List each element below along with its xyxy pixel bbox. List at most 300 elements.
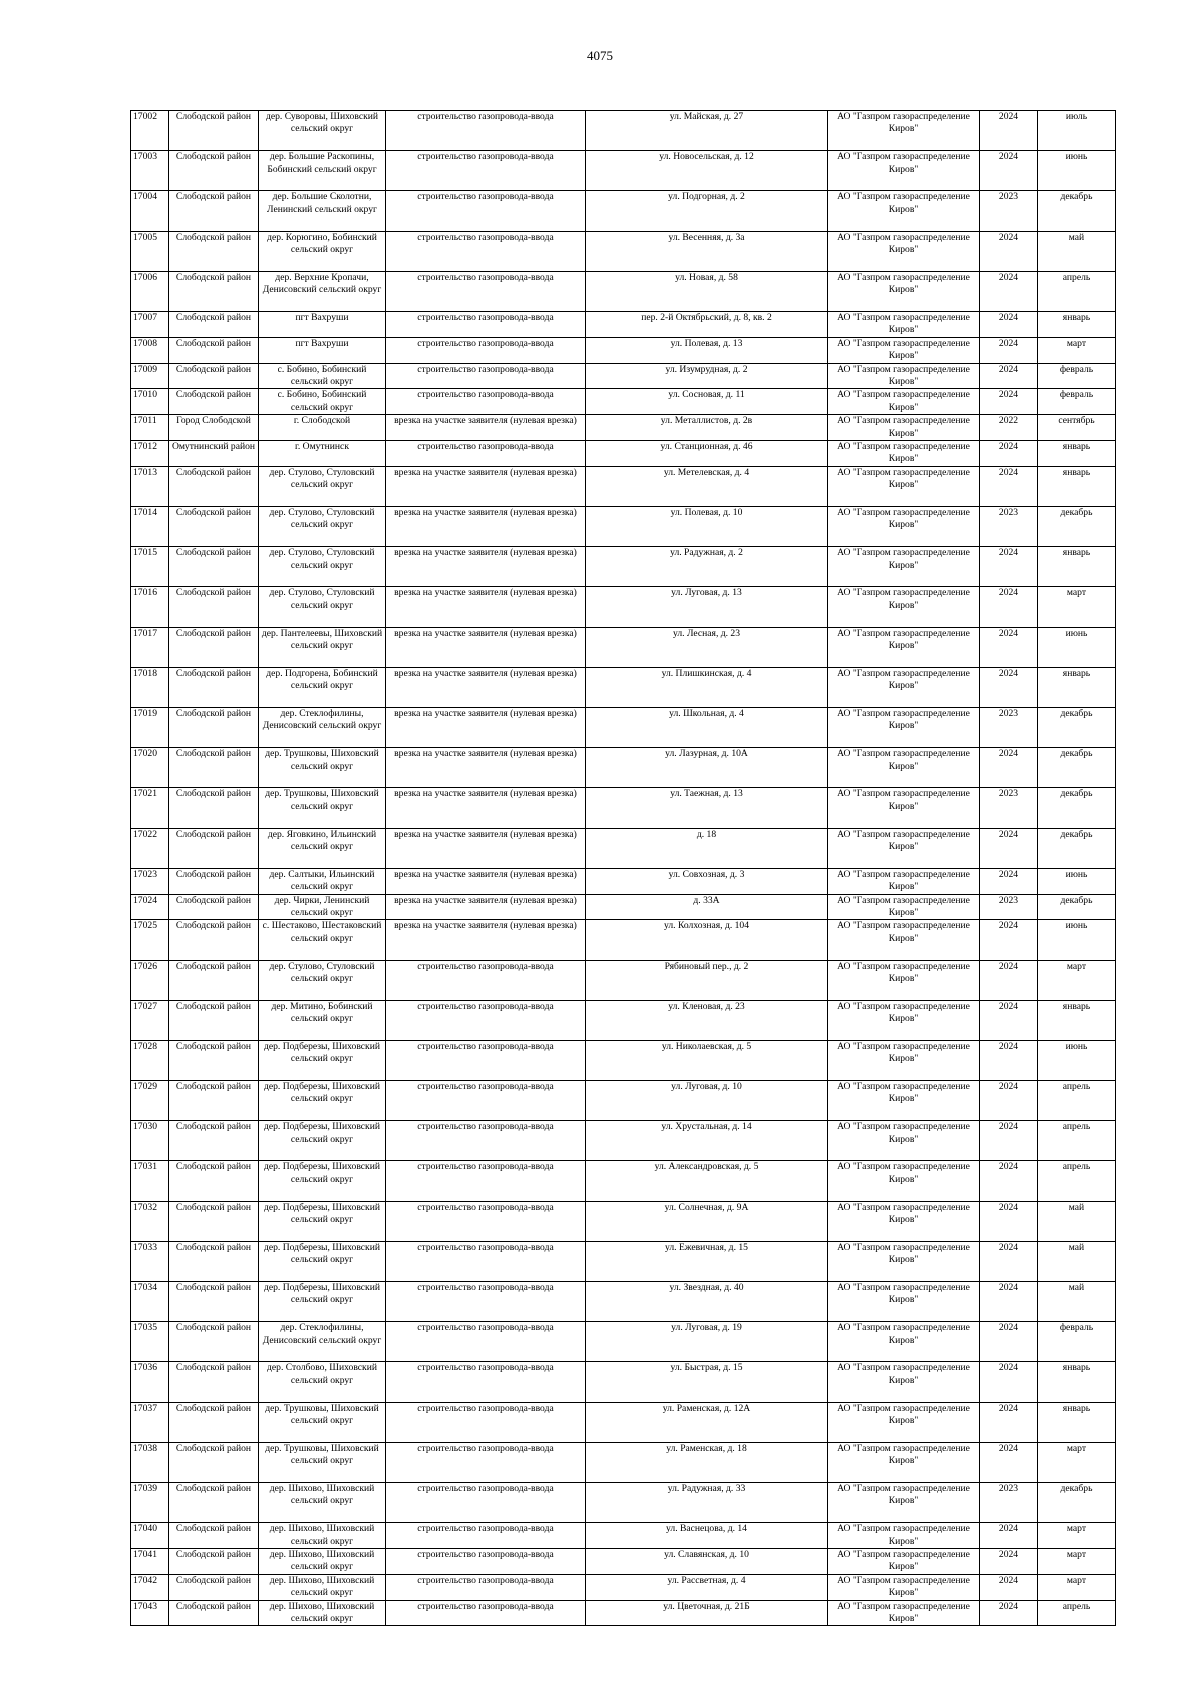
row-organization: АО "Газпром газораспределение Киров" <box>828 311 980 337</box>
row-address: ул. Таежная, д. 13 <box>586 788 828 828</box>
row-organization: АО "Газпром газораспределение Киров" <box>828 1000 980 1040</box>
table-row <box>131 1282 1116 1322</box>
table-row <box>131 1241 1116 1281</box>
row-address: ул. Солнечная, д. 9А <box>586 1201 828 1241</box>
row-id: 17010 <box>131 389 169 415</box>
row-address: ул. Подгорная, д. 2 <box>586 191 828 231</box>
row-locality: дер. Стулово, Стуловский сельский округ <box>259 466 386 506</box>
row-organization: АО "Газпром газораспределение Киров" <box>828 231 980 271</box>
row-month: апрель <box>1038 1081 1116 1121</box>
page-number: 4075 <box>587 48 613 63</box>
table-row <box>131 1081 1116 1121</box>
row-locality: дер. Чирки, Ленинский сельский округ <box>259 894 386 920</box>
row-id: 17040 <box>131 1523 169 1549</box>
table-row <box>131 1040 1116 1080</box>
row-year: 2023 <box>980 1482 1038 1522</box>
row-id: 17007 <box>131 311 169 337</box>
row-address: ул. Радужная, д. 33 <box>586 1482 828 1522</box>
row-locality: дер. Стеклофилины, Денисовский сельский округ <box>259 707 386 747</box>
row-address: ул. Луговая, д. 13 <box>586 587 828 627</box>
row-organization: АО "Газпром газораспределение Киров" <box>828 111 980 151</box>
row-area: Слободской район <box>169 627 259 667</box>
row-id: 17017 <box>131 627 169 667</box>
row-area: Слободской район <box>169 1548 259 1574</box>
row-work-type: строительство газопровода-ввода <box>386 1322 586 1362</box>
row-month: декабрь <box>1038 707 1116 747</box>
row-organization: АО "Газпром газораспределение Киров" <box>828 1121 980 1161</box>
row-year: 2024 <box>980 389 1038 415</box>
table-row <box>131 389 1116 415</box>
row-month: декабрь <box>1038 507 1116 547</box>
row-locality: дер. Шихово, Шиховский сельский округ <box>259 1482 386 1522</box>
row-address: ул. Сосновая, д. 11 <box>586 389 828 415</box>
row-year: 2023 <box>980 507 1038 547</box>
row-work-type: строительство газопровода-ввода <box>386 191 586 231</box>
row-locality: дер. Трушковы, Шиховский сельский округ <box>259 788 386 828</box>
row-id: 17034 <box>131 1282 169 1322</box>
row-area: Слободской район <box>169 363 259 389</box>
row-area: Слободской район <box>169 271 259 311</box>
table-row <box>131 547 1116 587</box>
row-area: Слободской район <box>169 920 259 960</box>
row-work-type: строительство газопровода-ввода <box>386 1600 586 1626</box>
row-year: 2022 <box>980 415 1038 441</box>
row-id: 17035 <box>131 1322 169 1362</box>
row-area: Слободской район <box>169 1600 259 1626</box>
row-locality: дер. Подберезы, Шиховский сельский округ <box>259 1161 386 1201</box>
table-body <box>131 111 1116 1626</box>
row-id: 17015 <box>131 547 169 587</box>
row-locality: дер. Трушковы, Шиховский сельский округ <box>259 1402 386 1442</box>
row-area: Слободской район <box>169 507 259 547</box>
row-organization: АО "Газпром газораспределение Киров" <box>828 1282 980 1322</box>
row-address: ул. Колхозная, д. 104 <box>586 920 828 960</box>
row-area: Слободской район <box>169 828 259 868</box>
row-work-type: строительство газопровода-ввода <box>386 1282 586 1322</box>
table-row <box>131 587 1116 627</box>
row-month: май <box>1038 1201 1116 1241</box>
row-work-type: строительство газопровода-ввода <box>386 337 586 363</box>
row-area: Слободской район <box>169 1121 259 1161</box>
row-work-type: строительство газопровода-ввода <box>386 1548 586 1574</box>
row-organization: АО "Газпром газораспределение Киров" <box>828 1600 980 1626</box>
row-id: 17041 <box>131 1548 169 1574</box>
row-area: Слободской район <box>169 1282 259 1322</box>
row-year: 2024 <box>980 466 1038 506</box>
table-row <box>131 868 1116 894</box>
row-work-type: врезка на участке заявителя (нулевая врезка) <box>386 748 586 788</box>
gas-connection-table <box>130 110 1116 1626</box>
row-locality: дер. Митино, Бобинский сельский округ <box>259 1000 386 1040</box>
row-month: март <box>1038 337 1116 363</box>
row-address: ул. Плишкинская, д. 4 <box>586 667 828 707</box>
row-locality: с. Бобино, Бобинский сельский округ <box>259 389 386 415</box>
row-work-type: врезка на участке заявителя (нулевая врезка) <box>386 894 586 920</box>
row-month: февраль <box>1038 363 1116 389</box>
row-area: Слободской район <box>169 466 259 506</box>
row-work-type: строительство газопровода-ввода <box>386 1241 586 1281</box>
row-organization: АО "Газпром газораспределение Киров" <box>828 788 980 828</box>
row-area: Слободской район <box>169 111 259 151</box>
row-area: Слободской район <box>169 748 259 788</box>
row-address: ул. Рассветная, д. 4 <box>586 1574 828 1600</box>
row-locality: дер. Пантелеевы, Шиховский сельский округ <box>259 627 386 667</box>
row-month: сентябрь <box>1038 415 1116 441</box>
row-organization: АО "Газпром газораспределение Киров" <box>828 707 980 747</box>
row-organization: АО "Газпром газораспределение Киров" <box>828 828 980 868</box>
table-row <box>131 920 1116 960</box>
row-id: 17030 <box>131 1121 169 1161</box>
row-locality: дер. Стулово, Стуловский сельский округ <box>259 507 386 547</box>
row-year: 2024 <box>980 748 1038 788</box>
table-row <box>131 1161 1116 1201</box>
row-organization: АО "Газпром газораспределение Киров" <box>828 1482 980 1522</box>
row-id: 17020 <box>131 748 169 788</box>
row-locality: дер. Шихово, Шиховский сельский округ <box>259 1548 386 1574</box>
table-row <box>131 151 1116 191</box>
row-month: декабрь <box>1038 748 1116 788</box>
row-year: 2024 <box>980 627 1038 667</box>
row-month: январь <box>1038 1362 1116 1402</box>
row-id: 17005 <box>131 231 169 271</box>
row-id: 17002 <box>131 111 169 151</box>
row-locality: дер. Стеклофилины, Денисовский сельский округ <box>259 1322 386 1362</box>
row-id: 17042 <box>131 1574 169 1600</box>
row-organization: АО "Газпром газораспределение Киров" <box>828 1322 980 1362</box>
row-area: Слободской район <box>169 191 259 231</box>
row-area: Слободской район <box>169 1201 259 1241</box>
row-address: ул. Лесная, д. 23 <box>586 627 828 667</box>
row-id: 17024 <box>131 894 169 920</box>
row-address: ул. Радужная, д. 2 <box>586 547 828 587</box>
row-address: ул. Весенняя, д. 3а <box>586 231 828 271</box>
row-locality: пгт Вахруши <box>259 337 386 363</box>
row-locality: дер. Шихово, Шиховский сельский округ <box>259 1523 386 1549</box>
row-work-type: строительство газопровода-ввода <box>386 1362 586 1402</box>
row-month: январь <box>1038 441 1116 467</box>
row-id: 17009 <box>131 363 169 389</box>
row-year: 2023 <box>980 707 1038 747</box>
row-locality: дер. Шихово, Шиховский сельский округ <box>259 1600 386 1626</box>
row-address: ул. Быстрая, д. 15 <box>586 1362 828 1402</box>
table-row <box>131 337 1116 363</box>
row-organization: АО "Газпром газораспределение Киров" <box>828 587 980 627</box>
row-work-type: врезка на участке заявителя (нулевая врезка) <box>386 920 586 960</box>
table-row <box>131 1442 1116 1482</box>
row-address: ул. Звездная, д. 40 <box>586 1282 828 1322</box>
row-address: ул. Метелевская, д. 4 <box>586 466 828 506</box>
row-locality: дер. Шихово, Шиховский сельский округ <box>259 1574 386 1600</box>
table-row <box>131 441 1116 467</box>
table-row <box>131 960 1116 1000</box>
row-year: 2024 <box>980 363 1038 389</box>
row-work-type: строительство газопровода-ввода <box>386 1121 586 1161</box>
row-area: Слободской район <box>169 894 259 920</box>
row-year: 2024 <box>980 868 1038 894</box>
row-address: ул. Кленовая, д. 23 <box>586 1000 828 1040</box>
row-address: ул. Раменская, д. 12А <box>586 1402 828 1442</box>
row-work-type: строительство газопровода-ввода <box>386 151 586 191</box>
row-id: 17003 <box>131 151 169 191</box>
row-month: январь <box>1038 1000 1116 1040</box>
row-month: январь <box>1038 547 1116 587</box>
row-id: 17004 <box>131 191 169 231</box>
row-area: Слободской район <box>169 1241 259 1281</box>
row-organization: АО "Газпром газораспределение Киров" <box>828 920 980 960</box>
row-id: 17038 <box>131 1442 169 1482</box>
row-year: 2024 <box>980 828 1038 868</box>
row-work-type: строительство газопровода-ввода <box>386 960 586 1000</box>
row-locality: дер. Подберезы, Шиховский сельский округ <box>259 1121 386 1161</box>
row-area: Слободской район <box>169 337 259 363</box>
table-row <box>131 828 1116 868</box>
row-year: 2024 <box>980 1442 1038 1482</box>
row-area: Слободской район <box>169 868 259 894</box>
row-work-type: врезка на участке заявителя (нулевая врезка) <box>386 788 586 828</box>
row-address: ул. Раменская, д. 18 <box>586 1442 828 1482</box>
row-year: 2024 <box>980 667 1038 707</box>
row-id: 17027 <box>131 1000 169 1040</box>
row-organization: АО "Газпром газораспределение Киров" <box>828 1241 980 1281</box>
table-row <box>131 231 1116 271</box>
row-month: июнь <box>1038 627 1116 667</box>
row-work-type: врезка на участке заявителя (нулевая врезка) <box>386 707 586 747</box>
row-year: 2024 <box>980 920 1038 960</box>
row-year: 2023 <box>980 191 1038 231</box>
row-organization: АО "Газпром газораспределение Киров" <box>828 1442 980 1482</box>
row-id: 17025 <box>131 920 169 960</box>
row-locality: дер. Трушковы, Шиховский сельский округ <box>259 748 386 788</box>
row-id: 17039 <box>131 1482 169 1522</box>
row-locality: дер. Стулово, Стуловский сельский округ <box>259 547 386 587</box>
row-work-type: врезка на участке заявителя (нулевая врезка) <box>386 547 586 587</box>
row-address: ул. Александровская, д. 5 <box>586 1161 828 1201</box>
row-organization: АО "Газпром газораспределение Киров" <box>828 1523 980 1549</box>
row-month: июнь <box>1038 920 1116 960</box>
table-row <box>131 1402 1116 1442</box>
row-area: Слободской район <box>169 667 259 707</box>
row-organization: АО "Газпром газораспределение Киров" <box>828 151 980 191</box>
row-locality: дер. Подберезы, Шиховский сельский округ <box>259 1081 386 1121</box>
row-year: 2024 <box>980 271 1038 311</box>
row-organization: АО "Газпром газораспределение Киров" <box>828 363 980 389</box>
row-address: пер. 2-й Октябрьский, д. 8, кв. 2 <box>586 311 828 337</box>
row-address: ул. Васнецова, д. 14 <box>586 1523 828 1549</box>
row-year: 2024 <box>980 1000 1038 1040</box>
table-row <box>131 894 1116 920</box>
table-row <box>131 507 1116 547</box>
row-locality: дер. Стулово, Стуловский сельский округ <box>259 960 386 1000</box>
row-work-type: строительство газопровода-ввода <box>386 111 586 151</box>
row-year: 2024 <box>980 337 1038 363</box>
table-row <box>131 1000 1116 1040</box>
row-id: 17036 <box>131 1362 169 1402</box>
row-area: Слободской район <box>169 1574 259 1600</box>
row-area: Слободской район <box>169 707 259 747</box>
row-month: июнь <box>1038 1040 1116 1080</box>
row-year: 2024 <box>980 311 1038 337</box>
row-id: 17018 <box>131 667 169 707</box>
row-id: 17013 <box>131 466 169 506</box>
row-work-type: врезка на участке заявителя (нулевая врезка) <box>386 466 586 506</box>
row-month: март <box>1038 960 1116 1000</box>
row-year: 2024 <box>980 1282 1038 1322</box>
row-month: май <box>1038 231 1116 271</box>
row-address: ул. Полевая, д. 10 <box>586 507 828 547</box>
row-id: 17022 <box>131 828 169 868</box>
row-year: 2024 <box>980 587 1038 627</box>
row-work-type: строительство газопровода-ввода <box>386 1040 586 1080</box>
row-id: 17023 <box>131 868 169 894</box>
row-month: февраль <box>1038 1322 1116 1362</box>
row-address: ул. Новосельская, д. 12 <box>586 151 828 191</box>
row-year: 2024 <box>980 231 1038 271</box>
table-row <box>131 363 1116 389</box>
row-organization: АО "Газпром газораспределение Киров" <box>828 547 980 587</box>
table-row <box>131 707 1116 747</box>
row-address: ул. Луговая, д. 10 <box>586 1081 828 1121</box>
row-work-type: строительство газопровода-ввода <box>386 1523 586 1549</box>
row-organization: АО "Газпром газораспределение Киров" <box>828 667 980 707</box>
row-organization: АО "Газпром газораспределение Киров" <box>828 960 980 1000</box>
row-month: март <box>1038 587 1116 627</box>
row-area: Слободской район <box>169 1322 259 1362</box>
row-year: 2024 <box>980 1523 1038 1549</box>
table-row <box>131 466 1116 506</box>
row-address: ул. Изумрудная, д. 2 <box>586 363 828 389</box>
row-year: 2024 <box>980 1362 1038 1402</box>
row-area: Слободской район <box>169 1081 259 1121</box>
row-month: март <box>1038 1523 1116 1549</box>
row-id: 17026 <box>131 960 169 1000</box>
row-organization: АО "Газпром газораспределение Киров" <box>828 1402 980 1442</box>
table-row <box>131 111 1116 151</box>
table-row <box>131 1201 1116 1241</box>
row-work-type: строительство газопровода-ввода <box>386 1482 586 1522</box>
row-area: Слободской район <box>169 1482 259 1522</box>
row-month: декабрь <box>1038 828 1116 868</box>
row-year: 2024 <box>980 1600 1038 1626</box>
row-address: ул. Металлистов, д. 2в <box>586 415 828 441</box>
row-organization: АО "Газпром газораспределение Киров" <box>828 1362 980 1402</box>
row-organization: АО "Газпром газораспределение Киров" <box>828 441 980 467</box>
row-year: 2024 <box>980 1040 1038 1080</box>
row-work-type: строительство газопровода-ввода <box>386 441 586 467</box>
row-area: Омутнинский район <box>169 441 259 467</box>
row-id: 17028 <box>131 1040 169 1080</box>
row-locality: с. Шестаково, Шестаковский сельский округ <box>259 920 386 960</box>
row-year: 2024 <box>980 1548 1038 1574</box>
table-row <box>131 1600 1116 1626</box>
row-address: ул. Николаевская, д. 5 <box>586 1040 828 1080</box>
row-locality: дер. Подберезы, Шиховский сельский округ <box>259 1201 386 1241</box>
row-address: ул. Станционная, д. 46 <box>586 441 828 467</box>
row-month: март <box>1038 1574 1116 1600</box>
row-month: март <box>1038 1548 1116 1574</box>
row-month: апрель <box>1038 1161 1116 1201</box>
row-address: ул. Лазурная, д. 10А <box>586 748 828 788</box>
row-id: 17006 <box>131 271 169 311</box>
row-organization: АО "Газпром газораспределение Киров" <box>828 868 980 894</box>
row-organization: АО "Газпром газораспределение Киров" <box>828 894 980 920</box>
row-organization: АО "Газпром газораспределение Киров" <box>828 415 980 441</box>
table-row <box>131 271 1116 311</box>
row-area: Слободской район <box>169 1040 259 1080</box>
row-locality: дер. Яговкино, Ильинский сельский округ <box>259 828 386 868</box>
row-year: 2024 <box>980 1201 1038 1241</box>
row-organization: АО "Газпром газораспределение Киров" <box>828 191 980 231</box>
row-area: Слободской район <box>169 389 259 415</box>
row-locality: дер. Салтыки, Ильинский сельский округ <box>259 868 386 894</box>
row-month: декабрь <box>1038 191 1116 231</box>
row-organization: АО "Газпром газораспределение Киров" <box>828 337 980 363</box>
row-organization: АО "Газпром газораспределение Киров" <box>828 1040 980 1080</box>
row-month: июль <box>1038 111 1116 151</box>
row-work-type: врезка на участке заявителя (нулевая врезка) <box>386 507 586 547</box>
row-locality: дер. Верхние Кропачи, Денисовский сельский округ <box>259 271 386 311</box>
row-id: 17031 <box>131 1161 169 1201</box>
row-address: ул. Полевая, д. 13 <box>586 337 828 363</box>
row-area: Слободской район <box>169 587 259 627</box>
row-work-type: строительство газопровода-ввода <box>386 1161 586 1201</box>
row-id: 17032 <box>131 1201 169 1241</box>
row-year: 2024 <box>980 1161 1038 1201</box>
row-work-type: строительство газопровода-ввода <box>386 363 586 389</box>
row-organization: АО "Газпром газораспределение Киров" <box>828 1161 980 1201</box>
row-year: 2024 <box>980 1121 1038 1161</box>
row-locality: дер. Суворовы, Шиховский сельский округ <box>259 111 386 151</box>
row-address: ул. Майская, д. 27 <box>586 111 828 151</box>
table-row <box>131 311 1116 337</box>
row-organization: АО "Газпром газораспределение Киров" <box>828 1201 980 1241</box>
row-locality: дер. Большие Сколотни, Ленинский сельский округ <box>259 191 386 231</box>
row-address: д. 33А <box>586 894 828 920</box>
row-month: январь <box>1038 466 1116 506</box>
row-work-type: строительство газопровода-ввода <box>386 389 586 415</box>
row-area: Слободской район <box>169 1161 259 1201</box>
row-organization: АО "Газпром газораспределение Киров" <box>828 627 980 667</box>
row-month: декабрь <box>1038 1482 1116 1522</box>
row-organization: АО "Газпром газораспределение Киров" <box>828 507 980 547</box>
row-locality: дер. Подгорена, Бобинский сельский округ <box>259 667 386 707</box>
row-month: январь <box>1038 667 1116 707</box>
row-area: Слободской район <box>169 788 259 828</box>
row-locality: г. Слободской <box>259 415 386 441</box>
row-month: июнь <box>1038 151 1116 191</box>
row-year: 2023 <box>980 894 1038 920</box>
row-work-type: строительство газопровода-ввода <box>386 1402 586 1442</box>
table-row <box>131 1574 1116 1600</box>
row-id: 17011 <box>131 415 169 441</box>
row-id: 17037 <box>131 1402 169 1442</box>
row-month: февраль <box>1038 389 1116 415</box>
row-month: март <box>1038 1442 1116 1482</box>
row-month: апрель <box>1038 271 1116 311</box>
row-area: Слободской район <box>169 547 259 587</box>
row-address: ул. Луговая, д. 19 <box>586 1322 828 1362</box>
row-work-type: строительство газопровода-ввода <box>386 1081 586 1121</box>
row-organization: АО "Газпром газораспределение Киров" <box>828 1081 980 1121</box>
row-area: Слободской район <box>169 1362 259 1402</box>
row-address: ул. Совхозная, д. 3 <box>586 868 828 894</box>
row-year: 2024 <box>980 960 1038 1000</box>
row-area: Слободской район <box>169 960 259 1000</box>
row-area: Слободской район <box>169 1000 259 1040</box>
row-work-type: строительство газопровода-ввода <box>386 1201 586 1241</box>
row-year: 2024 <box>980 1241 1038 1281</box>
row-id: 17008 <box>131 337 169 363</box>
row-month: декабрь <box>1038 788 1116 828</box>
